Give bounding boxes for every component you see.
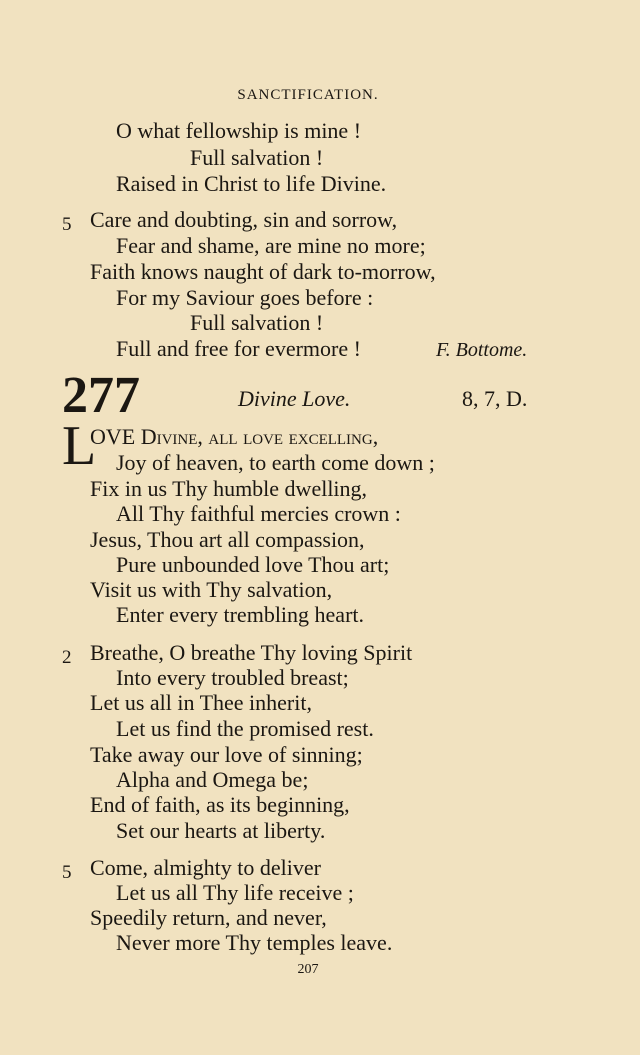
verse-line: Into every troubled breast; <box>116 665 349 690</box>
verse-line: Alpha and Omega be; <box>116 767 309 792</box>
verse-line: Let us all in Thee inherit, <box>90 690 312 715</box>
running-header: SANCTIFICATION. <box>237 87 379 103</box>
hymn-author: F. Bottome. <box>436 339 528 361</box>
verse-line: Speedily return, and never, <box>90 905 327 930</box>
verse-line: Breathe, O breathe Thy loving Spirit <box>90 640 413 665</box>
hymn-number: 277 <box>62 367 140 424</box>
refrain-line: Full salvation ! <box>190 310 324 335</box>
verse-line: Care and doubting, sin and sorrow, <box>90 207 398 232</box>
verse-line: Joy of heaven, to earth come down ; <box>116 450 435 475</box>
stanza-number: 5 <box>62 214 72 235</box>
verse-line: Fix in us Thy humble dwelling, <box>90 476 368 501</box>
verse-line: Let us all Thy life receive ; <box>116 880 354 905</box>
verse-line: All Thy faithful mercies crown : <box>116 501 401 526</box>
verse-line: Full and free for evermore ! <box>116 336 361 361</box>
drop-cap: L <box>62 415 97 477</box>
verse-line: Never more Thy temples leave. <box>116 930 393 955</box>
verse-line: Visit us with Thy salvation, <box>90 577 333 602</box>
verse-line: Enter every trembling heart. <box>116 602 365 627</box>
verse-line: Set our hearts at liberty. <box>116 818 326 843</box>
verse-line: Come, almighty to deliver <box>90 855 321 880</box>
verse-line: End of faith, as its beginning, <box>90 792 350 817</box>
stanza-number: 2 <box>62 647 72 668</box>
first-line: OVE Divine, all love excelling, <box>90 424 379 449</box>
hymn-meter: 8, 7, D. <box>462 386 528 411</box>
verse-line: Raised in Christ to life Divine. <box>116 171 387 196</box>
verse-line: Jesus, Thou art all compassion, <box>90 527 365 552</box>
page-number: 207 <box>297 962 319 977</box>
verse-line: Take away our love of sinning; <box>90 742 363 767</box>
verse-line: Let us find the promised rest. <box>116 716 374 741</box>
refrain-line: Full salvation ! <box>190 145 324 170</box>
verse-line: Faith knows naught of dark to-morrow, <box>90 259 436 284</box>
verse-line: For my Saviour goes before : <box>116 285 374 310</box>
stanza-number: 5 <box>62 862 72 883</box>
verse-line: Pure unbounded love Thou art; <box>116 552 390 577</box>
verse-line: O what fellowship is mine ! <box>116 118 362 143</box>
verse-line: Fear and shame, are mine no more; <box>116 233 426 258</box>
hymn-title: Divine Love. <box>238 386 351 411</box>
